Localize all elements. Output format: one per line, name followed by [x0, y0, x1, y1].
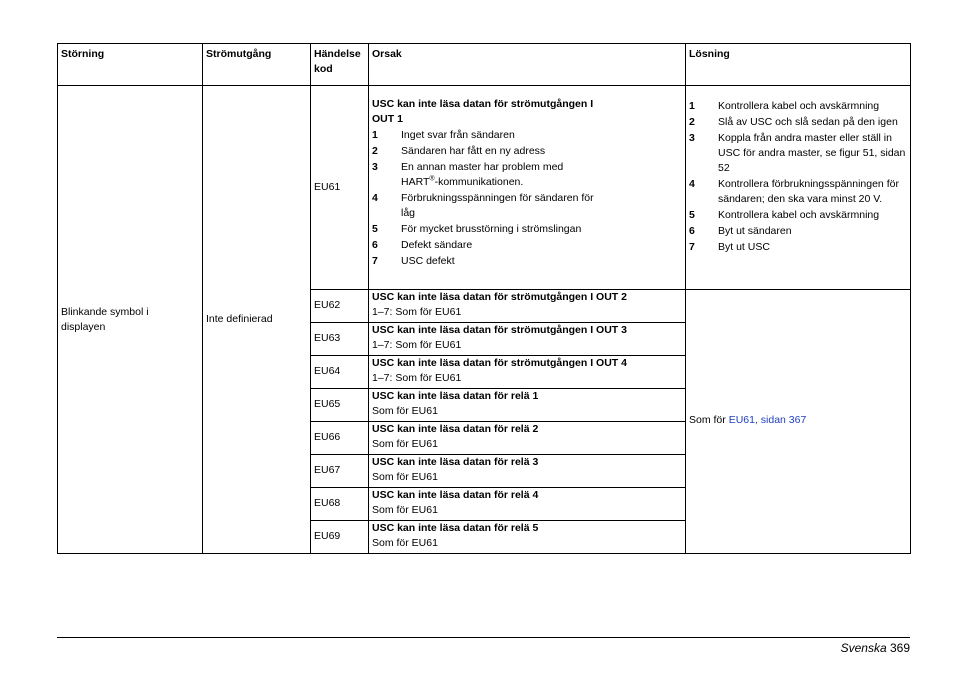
cause-cell	[369, 290, 686, 323]
cause-cell	[369, 323, 686, 356]
list-item-number: 2	[689, 116, 695, 128]
list-item	[689, 131, 907, 176]
header-current-output: Strömutgång	[203, 44, 311, 86]
list-item	[689, 99, 907, 114]
header-event-code: Händelse kod	[311, 44, 369, 86]
cause-title: USC kan inte läsa datan för relä 4	[372, 489, 539, 501]
list-item	[372, 238, 682, 253]
list-item	[689, 224, 907, 239]
list-item	[372, 128, 682, 143]
list-item-text: För mycket brusstörning i strömslingan	[401, 223, 582, 235]
cause-title: USC kan inte läsa datan för strömutgången I OUT 3	[372, 324, 627, 336]
list-item-text: Defekt sändare	[401, 239, 473, 251]
list-item	[689, 177, 907, 207]
list-item	[372, 144, 682, 159]
solution-eu61	[686, 86, 911, 290]
list-item-number: 5	[689, 209, 695, 221]
event-code-eu61: EU61	[311, 86, 369, 290]
page-number: 369	[889, 641, 910, 655]
event-code: EU64	[311, 356, 369, 389]
current-output-cell: Inte definierad	[203, 86, 311, 554]
list-item-text: Sändaren har fått en ny adress	[401, 145, 546, 157]
list-item-text: Slå av USC och slå sedan på den igen	[718, 116, 898, 128]
list-item	[372, 222, 682, 237]
list-item-text: Byt ut USC	[718, 241, 770, 253]
list-item-text	[401, 160, 586, 190]
list-item-text: Koppla från andra master eller ställ in USC för andra master, se figur 51, sidan 52	[718, 132, 906, 174]
footer-rule	[57, 637, 910, 638]
error-table	[57, 43, 911, 554]
registered-mark: ®	[429, 175, 435, 183]
cause-sub: 1–7: Som för EU61	[372, 306, 462, 318]
header-cause: Orsak	[369, 44, 686, 86]
list-item-text: Förbrukningsspänningen för sändaren för låg	[401, 192, 594, 219]
list-item-number: 5	[372, 223, 378, 235]
header-disturbance: Störning	[58, 44, 203, 86]
solution-link[interactable]: EU61, sidan 367	[728, 414, 807, 426]
list-item-number: 4	[372, 192, 378, 204]
list-item-text-part: -kommunikationen.	[434, 176, 524, 188]
event-code: EU69	[311, 521, 369, 554]
list-item	[689, 115, 907, 130]
cause-title: USC kan inte läsa datan för relä 5	[372, 522, 539, 534]
list-item-number: 4	[689, 178, 695, 190]
list-item-text: USC defekt	[401, 255, 455, 267]
cause-title-eu61: USC kan inte läsa datan för strömutgången I OUT 1	[372, 98, 594, 125]
cause-title: USC kan inte läsa datan för relä 2	[372, 423, 539, 435]
cause-list-eu61	[372, 128, 682, 269]
list-item	[372, 254, 682, 269]
list-item	[689, 208, 907, 223]
cause-sub: Som för EU61	[372, 405, 438, 417]
event-code: EU62	[311, 290, 369, 323]
cause-cell	[369, 422, 686, 455]
event-code: EU63	[311, 323, 369, 356]
list-item-number: 3	[372, 161, 378, 173]
cause-sub: 1–7: Som för EU61	[372, 372, 462, 384]
list-item-number: 7	[689, 241, 695, 253]
list-item-number: 1	[689, 100, 695, 112]
disturbance-text: Blinkande symbol i displayen	[61, 305, 149, 333]
list-item	[372, 191, 682, 221]
table-row-eu61	[58, 86, 911, 290]
cause-sub: Som för EU61	[372, 438, 438, 450]
cause-cell	[369, 521, 686, 554]
list-item-text: Kontrollera kabel och avskärmning	[718, 209, 880, 221]
list-item-number: 3	[689, 132, 695, 144]
footer-language: Svenska	[840, 641, 887, 655]
header-solution: Lösning	[686, 44, 911, 86]
list-item-text-part: En annan master har problem med HART	[401, 161, 564, 188]
cause-sub: Som för EU61	[372, 537, 438, 549]
solution-list-eu61	[689, 99, 907, 255]
cause-title: USC kan inte läsa datan för strömutgången I OUT 2	[372, 291, 627, 303]
list-item-text: Inget svar från sändaren	[401, 129, 515, 141]
list-item-number: 6	[689, 225, 695, 237]
solution-prefix: Som för	[689, 414, 729, 426]
header-row	[58, 44, 911, 86]
list-item	[372, 160, 682, 190]
list-item-number: 6	[372, 239, 378, 251]
cause-sub: Som för EU61	[372, 504, 438, 516]
cause-title: USC kan inte läsa datan för relä 1	[372, 390, 539, 402]
cause-cell	[369, 488, 686, 521]
list-item-number: 7	[372, 255, 378, 267]
cause-sub: Som för EU61	[372, 471, 438, 483]
list-item	[689, 240, 907, 255]
solution-others	[686, 290, 911, 554]
cause-sub: 1–7: Som för EU61	[372, 339, 462, 351]
event-code: EU66	[311, 422, 369, 455]
disturbance-cell	[58, 86, 203, 554]
cause-title: USC kan inte läsa datan för relä 3	[372, 456, 539, 468]
list-item-text: Kontrollera kabel och avskärmning	[718, 100, 880, 112]
cause-title: USC kan inte läsa datan för strömutgången I OUT 4	[372, 357, 627, 369]
cause-cell	[369, 356, 686, 389]
cause-eu61	[369, 86, 686, 290]
list-item-number: 2	[372, 145, 378, 157]
event-code: EU68	[311, 488, 369, 521]
list-item-text: Byt ut sändaren	[718, 225, 792, 237]
cause-cell	[369, 389, 686, 422]
list-item-number: 1	[372, 129, 378, 141]
event-code: EU65	[311, 389, 369, 422]
list-item-text: Kontrollera förbrukningsspänningen för sändaren; den ska vara minst 20 V.	[718, 178, 899, 205]
cause-cell	[369, 455, 686, 488]
page-footer	[841, 641, 910, 655]
event-code: EU67	[311, 455, 369, 488]
